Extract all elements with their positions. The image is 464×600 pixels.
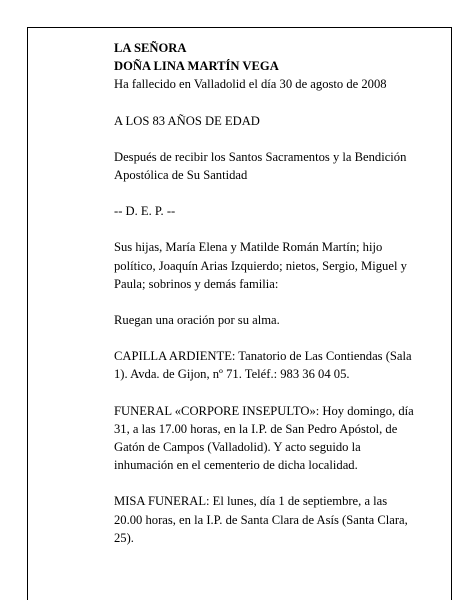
- border-right: [451, 27, 452, 600]
- obituary-notice: [114, 39, 414, 547]
- border-top: [27, 27, 452, 28]
- funeral-info: FUNERAL «CORPORE INSEPULTO»: Hoy domingo, día 31, a las 17.00 horas, en la I.P. de San Pedro Apóstol, de Gatón de Campos (Valladolid). Y acto seguido la inhumación en el cementerio de dicha localidad.: [114, 403, 414, 473]
- dep-line: -- D. E. P. --: [114, 204, 176, 219]
- chapel-info: CAPILLA ARDIENTE: Tanatorio de Las Contiendas (Sala 1). Avda. de Gijon, nº 71. Teléf.: 983 36 04 05.: [114, 349, 412, 382]
- deceased-name: DOÑA LINA MARTÍN VEGA: [114, 59, 279, 74]
- prayer-statement: Ruegan una oración por su alma.: [114, 313, 280, 328]
- mass-info: MISA FUNERAL: El lunes, día 1 de septiembre, a las 20.00 horas, en la I.P. de Santa Clara de Asís (Santa Clara, 25).: [114, 494, 408, 545]
- age-statement: A LOS 83 AÑOS DE EDAD: [114, 113, 260, 128]
- notice-title: LA SEÑORA: [114, 41, 187, 55]
- death-statement: Ha fallecido en Valladolid el día 30 de agosto de 2008: [114, 77, 387, 92]
- sacraments-statement: Después de recibir los Santos Sacramentos y la Bendición Apostólica de Su Santidad: [114, 149, 407, 183]
- border-left: [27, 27, 28, 600]
- family-statement: Sus hijas, María Elena y Matilde Román Martín; hijo político, Joaquín Arias Izquierdo; nietos, Sergio, Miguel y Paula; sobrinos y demás familia:: [114, 240, 407, 291]
